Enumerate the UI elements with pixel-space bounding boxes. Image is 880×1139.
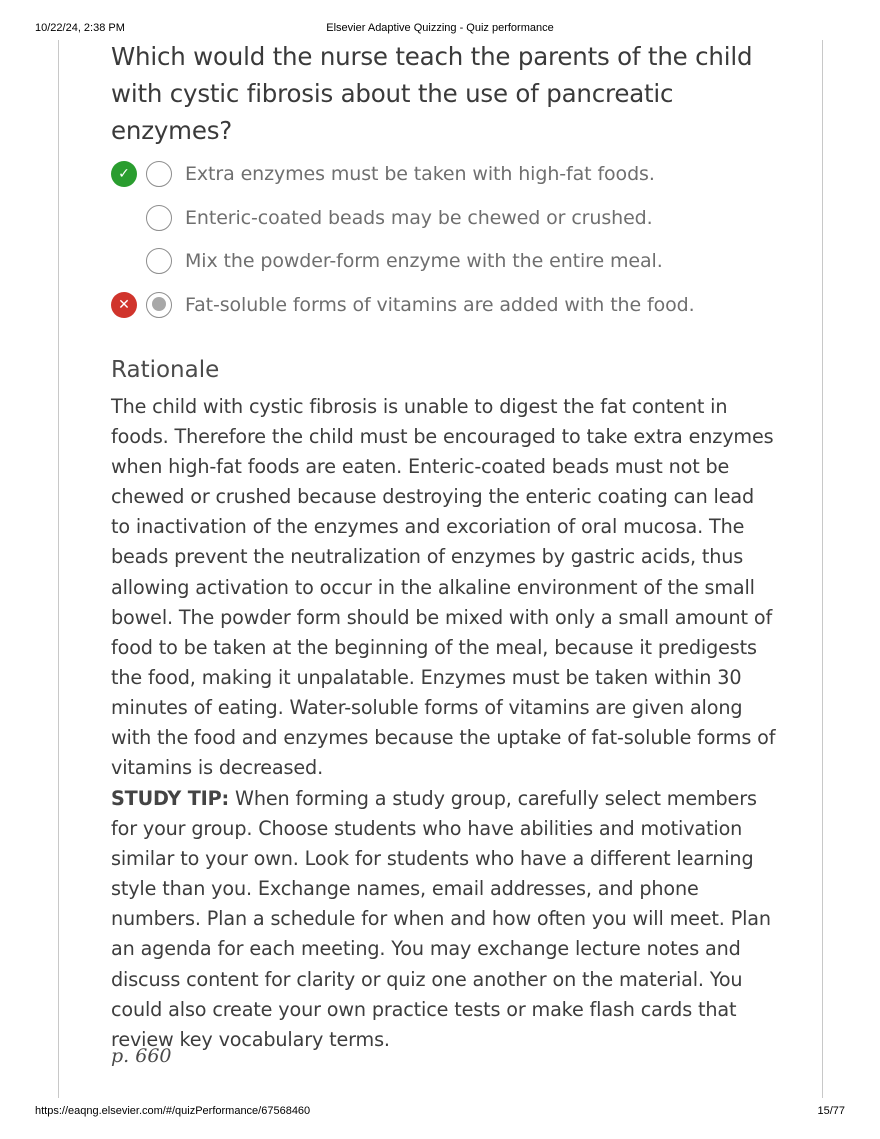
print-url: https://eaqng.elsevier.com/#/quizPerformance/67568460 (35, 1105, 311, 1117)
radio-button[interactable] (146, 161, 172, 187)
answer-option-label: Mix the powder-form enzyme with the entire meal. (185, 250, 663, 272)
radio-button-selected[interactable] (146, 292, 172, 318)
answer-option[interactable] (111, 157, 781, 201)
study-tip-label: STUDY TIP: (111, 787, 230, 810)
answer-option-label: Fat-soluble forms of vitamins are added with the food. (185, 293, 695, 316)
answer-option-label: Extra enzymes must be taken with high-fat foods. (185, 163, 655, 185)
answer-option[interactable] (111, 288, 781, 332)
page-reference: p. 660 (111, 1045, 172, 1067)
answer-option-label: Enteric-coated beads may be chewed or crushed. (185, 206, 653, 229)
correct-check-icon: ✓ (111, 161, 137, 187)
print-page-title: Elsevier Adaptive Quizzing - Quiz performance (326, 22, 554, 34)
radio-button[interactable] (146, 248, 172, 274)
quiz-review-panel (111, 38, 781, 1067)
content-frame-left-border (58, 40, 59, 1098)
radio-button[interactable] (146, 205, 172, 231)
print-date: 10/22/24, 2:38 PM (35, 22, 125, 34)
answer-option[interactable] (111, 244, 781, 288)
content-frame-right-border (822, 40, 823, 1098)
incorrect-x-icon: ✕ (111, 292, 137, 318)
print-page-number: 15/77 (817, 1105, 845, 1117)
answer-option[interactable] (111, 201, 781, 245)
print-header (35, 22, 845, 36)
print-footer (35, 1105, 845, 1119)
answer-options (111, 157, 781, 331)
question-text: Which would the nurse teach the parents of the child with cystic fibrosis about the use of pancreatic enzymes? (111, 42, 753, 145)
study-tip (111, 784, 776, 1055)
rationale-text: The child with cystic fibrosis is unable to digest the fat content in foods. Therefore the child must be encouraged to take extra enzymes when high-fat foods are eaten. Enteric-coated beads must not be chewed or crushed because destroying the enteric coating can lead to inactivation of the enzymes and excoriation of oral mucosa. The beads prevent the neutralization of enzymes by gastric acids, thus allowing activation to occur in the alkaline environment of the small bowel. The powder form should be mixed with only a small amount of food to be taken at the beginning of the meal, because it predigests the food, making it unpalatable. Enzymes must be taken within 30 minutes of eating. Water-soluble forms of vitamins are given along with the food and enzymes because the uptake of fat-soluble forms of vitamins is decreased. (111, 395, 776, 780)
study-tip-text: When forming a study group, carefully select members for your group. Choose students who have abilities and motivation similar to your own. Look for students who have a different learning style than you. Exchange names, email addresses, and phone numbers. Plan a schedule for when and how often you will meet. Plan an agenda for each meeting. You may exchange lecture notes and discuss content for clarity or quiz one another on the material. You could also create your own practice tests or make flash cards that review key vocabulary terms. (111, 787, 771, 1051)
rationale-heading: Rationale (111, 357, 220, 383)
